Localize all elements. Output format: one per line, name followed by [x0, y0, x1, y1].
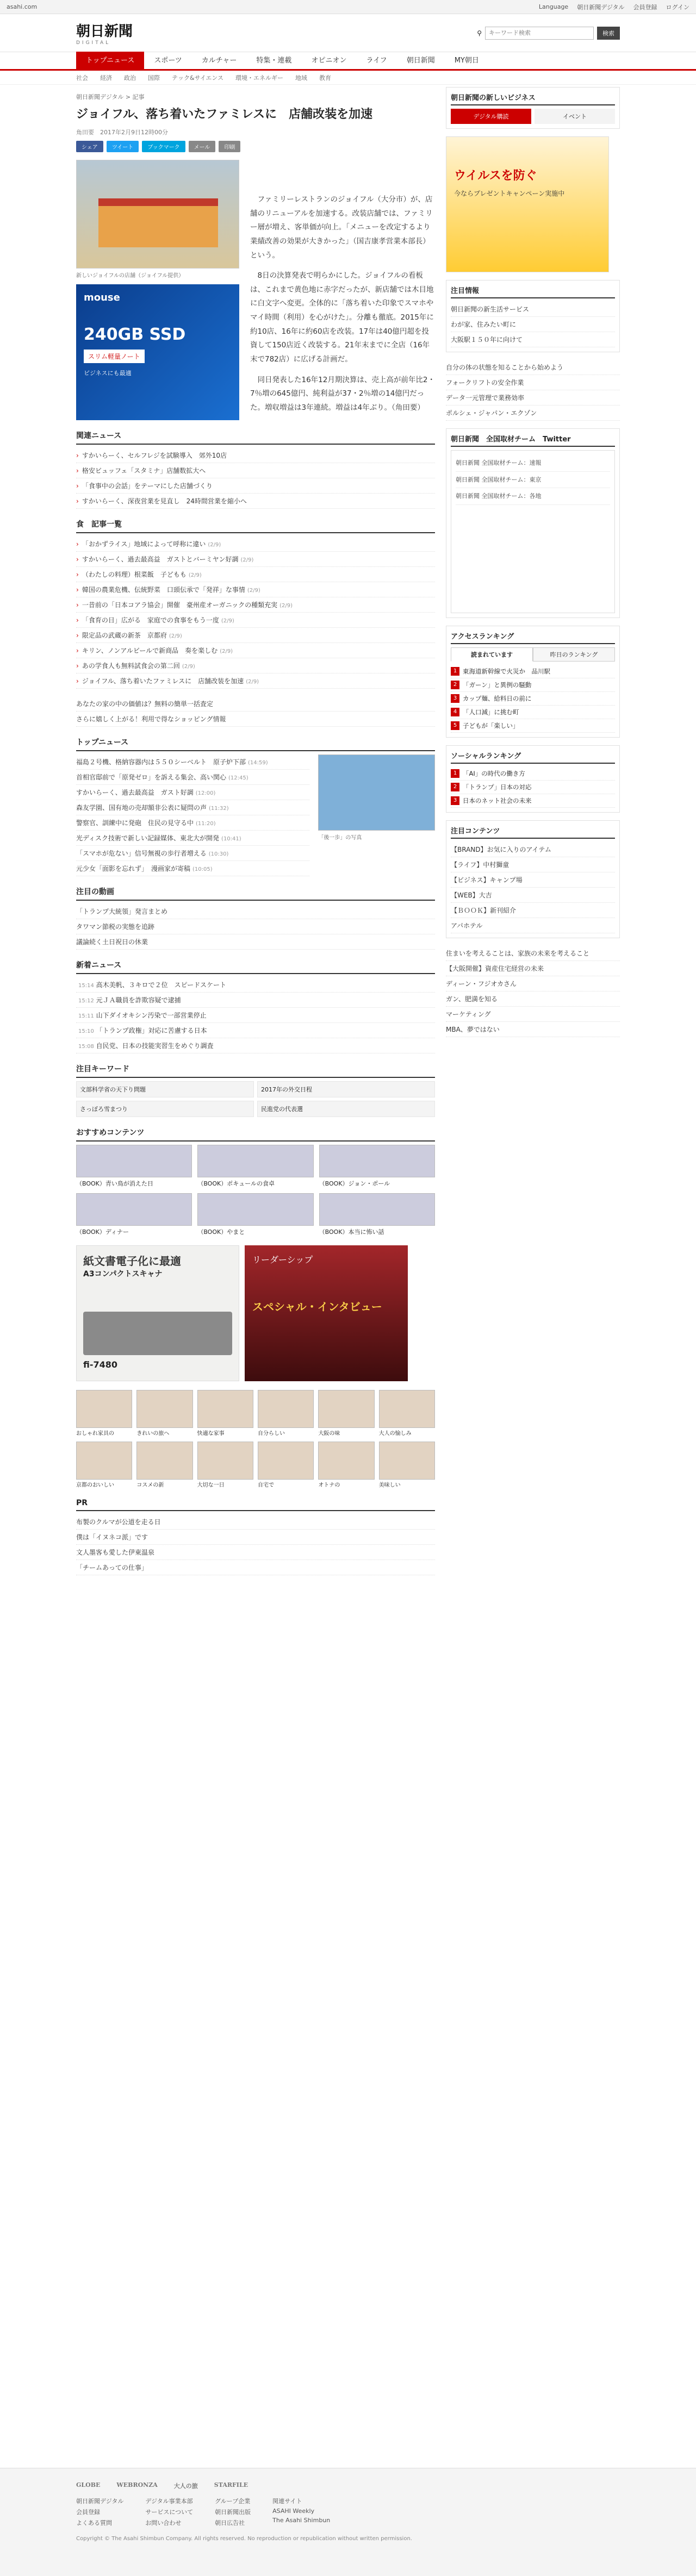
footer-col	[145, 2496, 193, 2528]
article-photo[interactable]	[76, 160, 239, 269]
ad-side-title: ウイルスを防ぐ	[454, 169, 537, 183]
article-paragraph: ファミリーレストランのジョイフル（大分市）が、店舗のリニューアルを加速する。改装店舗では、ファミリー層が増え、客単価が向上。「メニューを改定するより業績改善の効果が大きかった」（国吉康孝営業本部長）という。	[250, 195, 433, 260]
ranking-item[interactable]: 1 東海道新幹線で火災か 品川駅	[451, 665, 615, 678]
ranking-tabs	[451, 647, 615, 662]
list-item[interactable]: わが家、住みたい町に	[451, 317, 615, 332]
digital-subscribe-button[interactable]: デジタル購読	[451, 109, 531, 124]
tab-yesterday[interactable]: 昨日のランキング	[533, 647, 615, 662]
top-news-photo-caption: 「後一歩」の写真	[318, 834, 362, 841]
ad-scanner[interactable]	[76, 1245, 239, 1381]
twitter-timeline[interactable]	[451, 450, 615, 613]
print-button[interactable]: 印刷	[219, 141, 240, 152]
list-item[interactable]: 僕は「イヌネコ派」です	[76, 1530, 435, 1545]
footer-link[interactable]: グループ企業	[215, 2498, 251, 2505]
copyright: Copyright © The Asahi Shimbun Company. All rights reserved. No reproduction or republication without written permission.	[76, 2536, 412, 2542]
list-item[interactable]: › あの学食人も無料試食会の第二回 (2/9)	[76, 658, 435, 673]
footer-link[interactable]: お問い合わせ	[145, 2519, 182, 2527]
article-title: ジョイフル、落ち着いたファミレスに 店舗改装を加速	[76, 108, 373, 121]
list-item[interactable]: 「トランプ大統領」発言まとめ	[76, 904, 435, 919]
top-news-list	[76, 754, 309, 876]
contents-list	[451, 842, 615, 933]
latest-title: 新着ニュース	[76, 959, 435, 974]
ad-mouse-computer[interactable]	[76, 284, 239, 420]
footer-link[interactable]: 関連サイト	[272, 2498, 302, 2505]
digital-link[interactable]: 朝日新聞デジタル	[577, 3, 625, 11]
ranking-list	[451, 665, 615, 733]
search-area	[477, 27, 620, 40]
brand-link[interactable]: GLOBE	[76, 2481, 101, 2488]
footer-link[interactable]: 朝日新聞出版	[215, 2509, 251, 2516]
top-news-photo[interactable]	[318, 754, 435, 831]
site-header	[0, 14, 696, 52]
list-item[interactable]: 光ディスク技術で新しい記録媒体、東北大が開発 (10:41)	[76, 831, 309, 846]
ad-headline: 240GB SSD	[84, 325, 186, 344]
top-news-title: トップニュース	[76, 737, 435, 751]
list-item[interactable]: ポルシェ・ジャパン・エクゾン	[446, 406, 620, 421]
food-list	[76, 537, 435, 689]
contents-title: 注目コンテンツ	[451, 825, 615, 839]
search-button[interactable]: 検索	[597, 27, 620, 40]
footer-link[interactable]: 朝日広告社	[215, 2519, 245, 2527]
footer-brands	[76, 2481, 620, 2490]
sponsored-title: PR	[76, 1499, 435, 1511]
recommend-item[interactable]: （BOOK）ジョン・ポール	[319, 1145, 435, 1188]
sidebar-news	[446, 280, 620, 352]
main-nav	[0, 52, 696, 71]
top-utility-bar	[0, 0, 696, 14]
list-item[interactable]: 【ビジネス】キャンプ場	[451, 872, 615, 888]
keywords-title: 注目キーワード	[76, 1063, 435, 1078]
nav-opinion[interactable]: オピニオン	[311, 56, 347, 65]
keywords-grid	[76, 1081, 435, 1117]
list-item[interactable]: MBA、夢ではない	[446, 1022, 620, 1037]
sponsored-list	[76, 1514, 435, 1575]
nav-my[interactable]: MY朝日	[454, 56, 479, 65]
article-paragraph: 同日発表した16年12月期決算は、売上高が前年比2・7％増の645億円、純利益が37・2％増の14億円だった。増収増益は3年連続。増益は4年ぶり。（角田要）	[250, 375, 435, 412]
brand-link[interactable]: STARFILE	[214, 2481, 248, 2488]
list-item[interactable]: › すかいらーく、セルフレジを試験導入 郊外10店	[76, 448, 435, 463]
ad-side-present[interactable]	[446, 136, 609, 272]
scanner-image	[83, 1312, 232, 1355]
list-item[interactable]: アパホテル	[451, 918, 615, 933]
grid-item[interactable]: 大切な一日	[197, 1442, 253, 1489]
grid-item[interactable]: オトナの	[318, 1442, 374, 1489]
bookmark-button[interactable]: ブックマーク	[142, 141, 185, 152]
register-link[interactable]: 会員登録	[633, 3, 657, 11]
footer-link[interactable]: サービスについて	[145, 2509, 194, 2516]
grid-item[interactable]: 自分らしい	[258, 1390, 314, 1437]
food-list-title: 食 記事一覧	[76, 519, 435, 533]
grid-item[interactable]: コスメの新	[136, 1442, 192, 1489]
list-item[interactable]: › 「食事中の会話」をテーマにした店舗づくり	[76, 478, 435, 494]
subnav-item[interactable]: 教育	[319, 74, 332, 82]
focus-title: 注目の動画	[76, 886, 435, 901]
social-ranking-title: ソーシャルランキング	[451, 750, 615, 764]
ad-side-sub: 今ならプレゼントキャンペーン実施中	[454, 190, 565, 197]
list-item[interactable]: 15:12 元ＪＡ職員を詐欺容疑で逮捕	[76, 993, 435, 1008]
sidebar-special-list	[446, 360, 620, 421]
list-item[interactable]: › ジョイフル、落ち着いたファミレスに 店舗改装を加速 (2/9)	[76, 673, 435, 689]
twitter-share-button[interactable]: ツイート	[107, 141, 139, 152]
list-item[interactable]: フォークリフトの安全作業	[446, 375, 620, 390]
list-item[interactable]: 朝日新聞の新生活サービス	[451, 302, 615, 317]
login-link[interactable]: ログイン	[666, 3, 689, 11]
list-item[interactable]: 森友学園、国有地の売却額非公表に疑問の声 (11:32)	[76, 800, 309, 815]
access-ranking	[446, 626, 620, 738]
footer-col	[215, 2496, 251, 2528]
nav-life[interactable]: ライフ	[366, 56, 387, 65]
ranking-item[interactable]: 4 「人口減」に挑む町	[451, 706, 615, 719]
brand-link[interactable]: WEBRONZA	[116, 2481, 158, 2488]
footer-link[interactable]: よくある質問	[76, 2519, 112, 2527]
list-item[interactable]: › 一昔前の「日本コアラ協会」開催 豪州産オーガニックの種類充実 (2/9)	[76, 597, 435, 613]
photo-grid	[76, 1390, 435, 1489]
list-item[interactable]: 【BRAND】お気に入りのアイテム	[451, 842, 615, 857]
focus-list	[76, 904, 435, 950]
list-item[interactable]: 15:11 山下ダイオキシン汚染で一部営業停止	[76, 1008, 435, 1023]
list-item[interactable]: 15:10 「トランプ政権」対応に苦慮する日本	[76, 1023, 435, 1038]
footer-col	[76, 2496, 123, 2528]
list-item[interactable]: › （わたしの料理）根菜飯 子どもも (2/9)	[76, 567, 435, 582]
sidebar-links	[446, 946, 620, 1037]
grid-item[interactable]: 大人の愉しみ	[379, 1390, 435, 1437]
ranking-item[interactable]: 2 「トランプ」日本の対応	[451, 781, 615, 794]
pr-item[interactable]: さらに嬉しく上がる！利用で得なショッピング情報	[76, 712, 435, 727]
twitter-widget	[446, 428, 620, 618]
grid-item[interactable]: おしゃれ家具の	[76, 1390, 132, 1437]
sub-nav	[0, 71, 696, 85]
nav-paper[interactable]: 朝日新聞	[406, 56, 435, 65]
list-item[interactable]: › すかいらーく、過去最高益 ガストとバーミヤン好調 (2/9)	[76, 552, 435, 567]
list-item[interactable]: 大阪駅１５０年に向けて	[451, 332, 615, 347]
site-footer	[0, 2468, 696, 2576]
ad-scanner-model: fi-7480	[83, 1359, 118, 1370]
list-item[interactable]: 15:08 自民党、日本の技能実習生をめぐり調査	[76, 1038, 435, 1053]
list-item[interactable]: 「スマホが危ない」信号無視の歩行者増える (10:30)	[76, 846, 309, 861]
related-list	[76, 448, 435, 509]
list-item[interactable]: 元少女「面影を忘れず」 漫画家が寄稿 (10:05)	[76, 861, 309, 876]
sidebar-biz-links	[451, 109, 615, 124]
event-button[interactable]: イベント	[535, 109, 615, 124]
nav-top[interactable]: トップニュース	[76, 52, 144, 70]
ad-scanner-sub: A3コンパクトスキャナ	[83, 1269, 163, 1278]
grid-item[interactable]: 大阪の味	[318, 1390, 374, 1437]
social-ranking	[446, 745, 620, 813]
footer-link[interactable]: ASAHI Weekly	[272, 2508, 315, 2515]
list-item[interactable]: › キリン、ノンアルビールで新商品 奏を楽しむ (2/9)	[76, 643, 435, 658]
keyword-item[interactable]: さっぽろ雪まつり	[76, 1101, 254, 1117]
subnav-item[interactable]: テック&サイエンス	[172, 74, 224, 82]
subnav-item[interactable]: 国際	[148, 74, 160, 82]
footer-link[interactable]: デジタル事業本部	[145, 2498, 193, 2505]
footer-col	[272, 2496, 330, 2528]
nav-special[interactable]: 特集・連載	[256, 56, 292, 65]
facebook-share-button[interactable]: シェア	[76, 141, 103, 152]
tab-today[interactable]: 読まれています	[451, 647, 533, 662]
ranking-item[interactable]: 3 カップ麺、給料日の前に	[451, 692, 615, 706]
utility-label: asahi.com	[7, 3, 38, 10]
sidebar	[446, 87, 620, 1037]
breadcrumb[interactable]: 朝日新聞デジタル > 記事	[76, 93, 145, 101]
list-item[interactable]: 首相官邸前で「原発ゼロ」を訴える集会、高い関心 (12:45)	[76, 770, 309, 785]
grid-item[interactable]: 自宅で	[258, 1442, 314, 1489]
list-item[interactable]: › 「おかずライス」地域によって呼称に違い (2/9)	[76, 537, 435, 552]
brand-link[interactable]: 大人の旅	[173, 2483, 198, 2490]
footer-link[interactable]: The Asahi Shimbun	[272, 2517, 331, 2524]
latest-list	[76, 977, 435, 1053]
tweet[interactable]: 朝日新聞 全国取材チーム：速報	[456, 455, 610, 472]
list-item[interactable]: 自分の体の状態を知ることから始めよう	[446, 360, 620, 375]
site-logo[interactable]: 朝日新聞 DIGITAL	[76, 23, 133, 46]
footer-link[interactable]: 朝日新聞デジタル	[76, 2498, 124, 2505]
search-icon: ⚲	[477, 29, 482, 37]
sidebar-biz-title: 朝日新聞の新しいビジネス	[451, 92, 615, 105]
ad-badge: スリム軽量ノート	[84, 350, 145, 363]
list-item[interactable]: 福島２号機、格納容器内は５５０シーベルト 原子炉下部 (14:59)	[76, 754, 309, 770]
subnav-item[interactable]: 経済	[100, 74, 112, 82]
recommend-item[interactable]: （BOOK）ディナー	[76, 1193, 192, 1236]
list-item[interactable]: › 限定品の武蔵の新茶 京都府 (2/9)	[76, 628, 435, 643]
sidebar-biz	[446, 87, 620, 129]
list-item[interactable]: 警察官、訓練中に発砲 住民の見守る中 (11:20)	[76, 815, 309, 831]
subnav-item[interactable]: 社会	[76, 74, 88, 82]
list-item[interactable]: 住まいを考えることは、家族の未来を考えること	[446, 946, 620, 961]
keyword-item[interactable]: 民進党の代表選	[257, 1101, 435, 1117]
sidebar-news-title: 注目情報	[451, 285, 615, 298]
access-ranking-title: アクセスランキング	[451, 631, 615, 644]
list-item[interactable]: 議論続く土日祝日の休業	[76, 934, 435, 950]
list-item[interactable]: 「チームあっての仕事」	[76, 1560, 435, 1575]
keyword-item[interactable]: 文部科学省の天下り問題	[76, 1081, 254, 1097]
pr-list	[76, 696, 435, 727]
top-news-photo-block	[318, 754, 435, 876]
recommend-item[interactable]: （BOOK）ポキュールの食卓	[197, 1145, 313, 1188]
nav-sports[interactable]: スポーツ	[154, 56, 182, 65]
grid-item[interactable]: 快適な家事	[197, 1390, 253, 1437]
subnav-item[interactable]: 地域	[295, 74, 308, 82]
list-item[interactable]: › 「食育の日」広がる 家庭での食事をもう一度 (2/9)	[76, 613, 435, 628]
grid-item[interactable]: 美味しい	[379, 1442, 435, 1489]
list-item[interactable]: データ一元管理で業務効率	[446, 390, 620, 406]
subnav-item[interactable]: 政治	[124, 74, 136, 82]
top-news-block	[76, 754, 435, 876]
tweet[interactable]: 朝日新聞 全国取材チーム：各地	[456, 488, 610, 505]
list-item[interactable]: 【大阪開催】資産住宅経営の未来	[446, 961, 620, 976]
recommend-item[interactable]: （BOOK）青い鳥が消えた日	[76, 1145, 192, 1188]
footer-columns	[76, 2496, 620, 2528]
photo-caption: 新しいジョイフルの店舗（ジョイフル提供）	[76, 272, 184, 279]
list-item[interactable]: 【WEB】大吉	[451, 888, 615, 903]
ranking-item[interactable]: 2 「ガーン」と異例の騒動	[451, 678, 615, 692]
ad-interview-sub: スペシャル・インタビュー	[252, 1300, 382, 1313]
article-body	[250, 193, 435, 422]
search-input[interactable]	[485, 27, 594, 40]
list-item[interactable]: 【ライフ】中村獅童	[451, 857, 615, 872]
list-item[interactable]: 【ＢＯＯＫ】新刊紹介	[451, 903, 615, 918]
recommend-title: おすすめコンテンツ	[76, 1127, 435, 1142]
list-item[interactable]: 15:14 高木美帆、３キロで２位 スピードスケート	[76, 977, 435, 993]
recommend-item[interactable]: （BOOK）やまと	[197, 1193, 313, 1236]
ranking-item[interactable]: 1 「AI」の時代の働き方	[451, 767, 615, 781]
article-paragraph: 8日の決算発表で明らかにした。ジョイフルの看板は、これまで黄色地に赤字だったが、新店舗では木目地に白文字へ変更。全体的に「落ち着いた印象でスマホやマイ時間（利用）を心がけた」。分離も徹底。2015年に約10店、16年に約60店を改装。17年は40億円超を投資して150店近く改装する。21年末までに全店（16年末で782店）に広げる計画だ。	[250, 271, 434, 364]
mail-button[interactable]: メール	[189, 141, 216, 152]
article-meta: 角田要 2017年2月9日12時00分	[76, 128, 168, 136]
list-item[interactable]: › 韓国の農業危機、伝統野菜 口頭伝承で「発祥」な事情 (2/9)	[76, 582, 435, 597]
ad-brand: mouse	[84, 291, 120, 303]
list-item[interactable]: › すかいらーく、深夜営業を見直し 24時間営業を縮小へ	[76, 494, 435, 509]
subnav-item[interactable]: 環境・エネルギー	[235, 74, 284, 82]
recommend-grid	[76, 1145, 435, 1237]
list-item[interactable]: 文人墨客も愛した伊東温泉	[76, 1545, 435, 1560]
list-item[interactable]: ガン、肥満を知る	[446, 991, 620, 1007]
ad-interview-title: リーダーシップ	[252, 1254, 313, 1265]
ad-scanner-title: 紙文書電子化に最適	[83, 1254, 181, 1268]
list-item[interactable]: ディーン・フジオカさん	[446, 976, 620, 991]
recommend-item[interactable]: （BOOK）本当に怖い話	[319, 1193, 435, 1236]
share-bar	[76, 141, 435, 152]
twitter-title: 朝日新聞 全国取材チーム Twitter	[451, 433, 615, 447]
social-ranking-list	[451, 767, 615, 808]
list-item[interactable]: › 格安ビュッフェ「スタミナ」店舗数拡大へ	[76, 463, 435, 478]
ranking-item[interactable]: 5 子どもが「楽しい」	[451, 719, 615, 733]
contents-box	[446, 820, 620, 938]
ad-interview[interactable]	[245, 1245, 408, 1381]
grid-item[interactable]: 京都のおいしい	[76, 1442, 132, 1489]
list-item[interactable]: すかいらーく、過去最高益 ガスト好調 (12:00)	[76, 785, 309, 800]
restaurant-image	[98, 198, 218, 247]
nav-culture[interactable]: カルチャー	[201, 56, 237, 65]
language-link[interactable]: Language	[538, 3, 569, 10]
list-item[interactable]: 布製のクルマが公道を走る日	[76, 1514, 435, 1530]
ad-pair	[76, 1245, 435, 1381]
related-title: 関連ニュース	[76, 430, 435, 445]
keyword-item[interactable]: 2017年の外交日程	[257, 1081, 435, 1097]
list-item[interactable]: タワマン節税の実態を追跡	[76, 919, 435, 934]
pr-item[interactable]: あなたの家の中の価値は？無料の簡単一括査定	[76, 696, 435, 712]
ad-sub: ビジネスにも最適	[84, 369, 132, 377]
ranking-item[interactable]: 3 日本のネット社会の未来	[451, 794, 615, 808]
list-item[interactable]: マーケティング	[446, 1007, 620, 1022]
sidebar-news-list	[451, 302, 615, 347]
footer-link[interactable]: 会員登録	[76, 2509, 100, 2516]
tweet[interactable]: 朝日新聞 全国取材チーム：東京	[456, 472, 610, 489]
grid-item[interactable]: きれいの旅へ	[136, 1390, 192, 1437]
